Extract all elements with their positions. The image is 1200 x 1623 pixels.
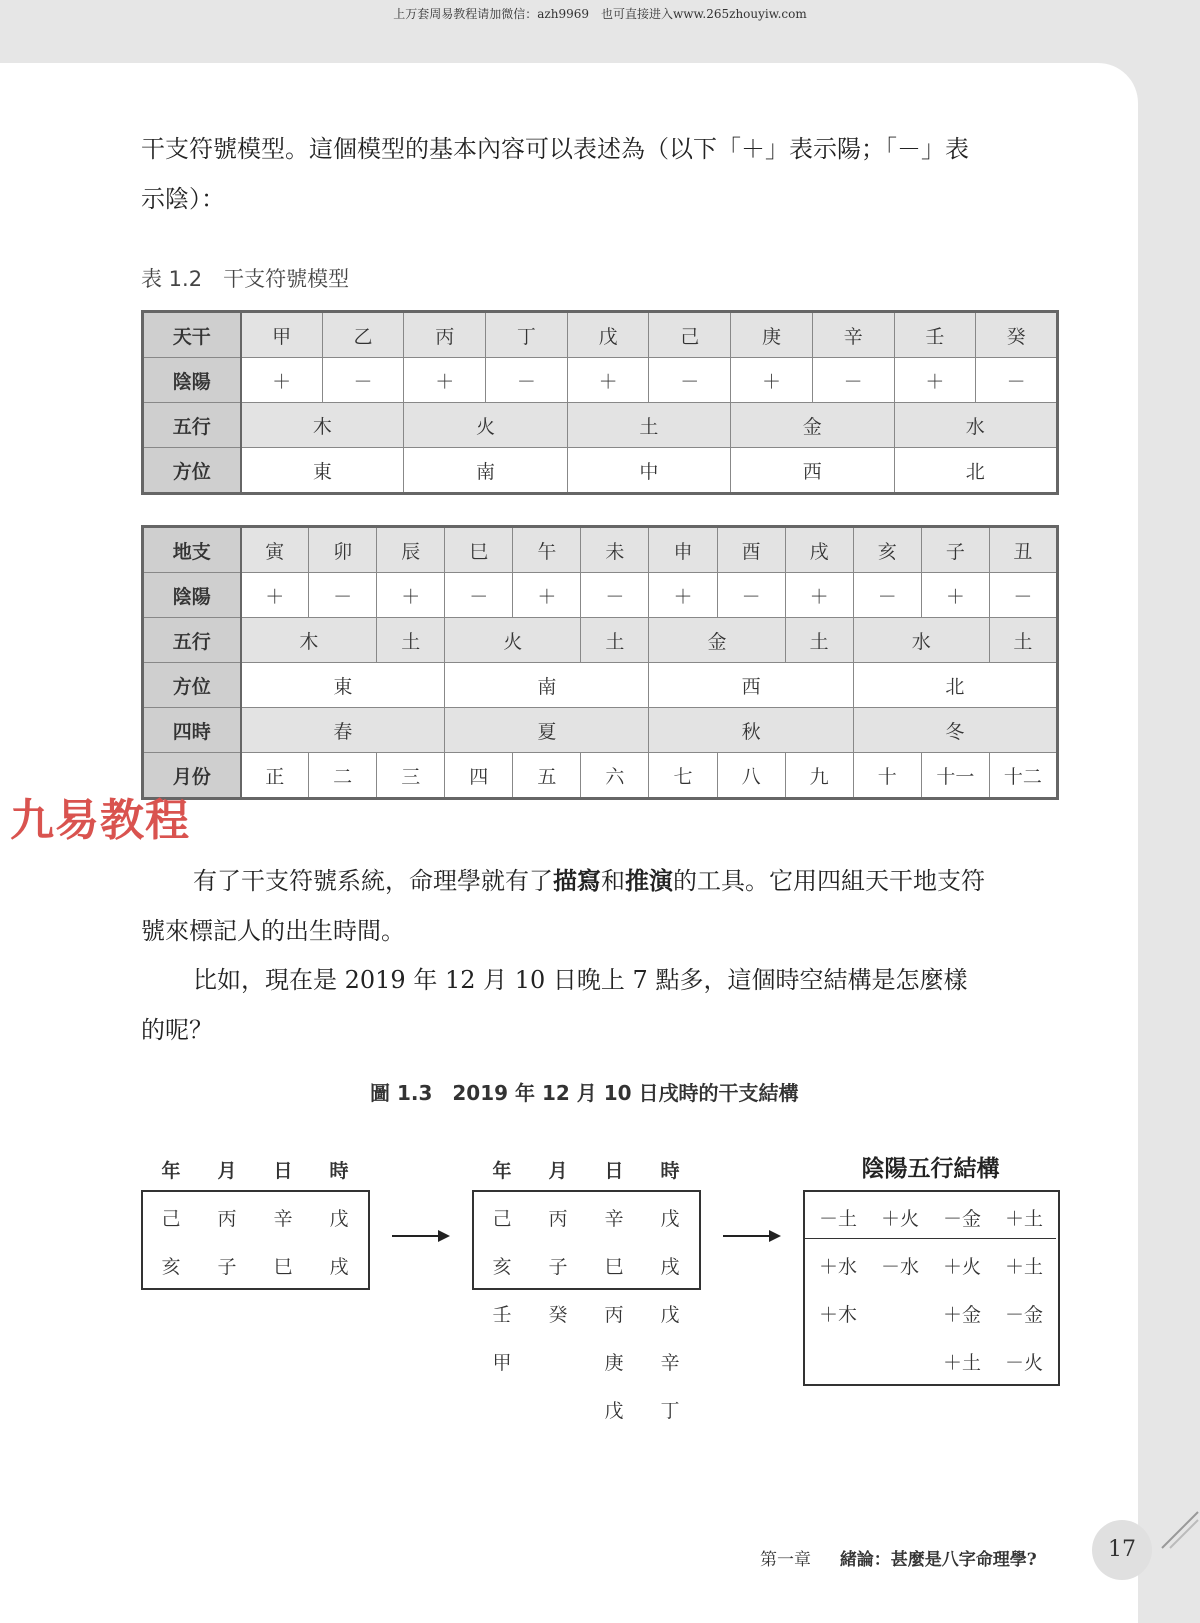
- stem-cell: 丙: [548, 1208, 568, 1230]
- month-cell: 七: [649, 753, 717, 799]
- fangwei-cell: 南: [445, 663, 649, 708]
- hidden-stem: 丙: [604, 1304, 624, 1326]
- stem-cell: 壬: [894, 312, 976, 358]
- stem-cell: 辛: [604, 1208, 624, 1230]
- yinyang-cell: ＋: [241, 573, 309, 618]
- stem-cell: 甲: [241, 312, 323, 358]
- branch-cell: 午: [513, 527, 581, 573]
- branch-cell: 戌: [660, 1256, 680, 1278]
- yinyang-cell: －: [976, 358, 1058, 403]
- fangwei-row: [143, 448, 1058, 494]
- branch-cell: 子: [217, 1256, 237, 1278]
- para2-line-1: [141, 856, 1059, 906]
- row-header: 陰陽: [143, 358, 241, 403]
- para3-line-2: 的呢？: [141, 1016, 213, 1044]
- branch-cell: 巳: [273, 1256, 293, 1278]
- month-cell: 十: [853, 753, 921, 799]
- structure-cell: ＋土: [1004, 1256, 1043, 1278]
- pillar-header: 日: [273, 1160, 293, 1182]
- branch-cell: 申: [649, 527, 717, 573]
- wuxing-cell: 木: [241, 618, 377, 663]
- wuxing-cell: 土: [567, 403, 730, 448]
- sishi-row: [143, 708, 1058, 753]
- fangwei-cell: 西: [731, 448, 894, 494]
- month-cell: 四: [445, 753, 513, 799]
- yinyang-cell: ＋: [921, 573, 989, 618]
- branch-cell: 子: [548, 1256, 568, 1278]
- tiangan-table: [141, 310, 1059, 495]
- yinyang-cell: －: [649, 358, 731, 403]
- stem-cell: 戊: [660, 1208, 680, 1230]
- corner-fold-icon: [1160, 1510, 1200, 1550]
- chapter-title: 緒論：甚麼是八字命理學?: [839, 1550, 1037, 1570]
- fangwei-cell: 西: [649, 663, 853, 708]
- page-number: 17: [1092, 1520, 1152, 1580]
- top-banner: 上万套周易教程请加微信：azh9969 也可直接进入www.265zhouyiw.com: [393, 7, 807, 21]
- yinyang-cell: －: [853, 573, 921, 618]
- yinyang-cell: ＋: [894, 358, 976, 403]
- yinyang-cell: ＋: [567, 358, 649, 403]
- wuxing-cell: 金: [731, 403, 894, 448]
- arrow-right-icon: [723, 1228, 783, 1244]
- pillar-header: 日: [604, 1160, 624, 1182]
- para2-bold-describe: 描寫: [553, 866, 601, 895]
- wuxing-cell: 土: [581, 618, 649, 663]
- hidden-stem: 甲: [492, 1352, 512, 1374]
- table-caption: 表 1.2 干支符號模型: [141, 267, 350, 291]
- wuxing-cell: 水: [894, 403, 1058, 448]
- yinyang-cell: ＋: [731, 358, 813, 403]
- yinyang-row: [143, 358, 1058, 403]
- branch-cell: 亥: [853, 527, 921, 573]
- month-cell: 六: [581, 753, 649, 799]
- wuxing-row: [143, 403, 1058, 448]
- stem-cell: 辛: [812, 312, 894, 358]
- stem-cell: 戊: [567, 312, 649, 358]
- hidden-stem: 庚: [604, 1352, 624, 1374]
- yinyang-cell: －: [322, 358, 404, 403]
- structure-cell: ＋金: [942, 1304, 981, 1326]
- wuxing-cell: 木: [241, 403, 404, 448]
- structure-cell: ＋土: [1004, 1208, 1043, 1230]
- structure-cell: －金: [942, 1208, 981, 1230]
- para2-bold-deduce: 推演: [625, 866, 673, 895]
- figure-caption: 圖 1.3 2019 年 12 月 10 日戌時的干支結構: [370, 1081, 799, 1105]
- pillar-header: 月: [548, 1160, 568, 1182]
- branch-cell: 亥: [161, 1256, 181, 1278]
- row-header: 陰陽: [143, 573, 241, 618]
- wuxing-cell: 土: [785, 618, 853, 663]
- month-cell: 二: [309, 753, 377, 799]
- row-header: 地支: [143, 527, 241, 573]
- month-cell: 九: [785, 753, 853, 799]
- branch-cell: 亥: [492, 1256, 512, 1278]
- branch-cell: 丑: [989, 527, 1057, 573]
- fangwei-cell: 南: [404, 448, 567, 494]
- fangwei-cell: 北: [853, 663, 1057, 708]
- wuxing-cell: 土: [989, 618, 1057, 663]
- chapter-label: 第一章: [760, 1550, 811, 1570]
- hidden-stem: 丁: [660, 1400, 680, 1422]
- structure-cell: ＋火: [942, 1256, 981, 1278]
- branch-cell: 寅: [241, 527, 309, 573]
- branch-cell: 巳: [445, 527, 513, 573]
- month-cell: 五: [513, 753, 581, 799]
- wuxing-cell: 火: [445, 618, 581, 663]
- yinyang-cell: －: [717, 573, 785, 618]
- structure-title: 陰陽五行結構: [861, 1155, 1000, 1182]
- dizhi-table: [141, 525, 1059, 800]
- yinyang-cell: ＋: [404, 358, 486, 403]
- row-header: 五行: [143, 403, 241, 448]
- fangwei-cell: 北: [894, 448, 1058, 494]
- structure-cell: －土: [818, 1208, 857, 1230]
- structure-divider: [805, 1238, 1056, 1239]
- yinyang-cell: ＋: [377, 573, 445, 618]
- stem-cell: 癸: [976, 312, 1058, 358]
- stem-cell: 庚: [731, 312, 813, 358]
- watermark-logo: 九易教程: [10, 795, 190, 846]
- stem-cell: 丙: [404, 312, 486, 358]
- yinyang-cell: －: [445, 573, 513, 618]
- hidden-stem: 辛: [660, 1352, 680, 1374]
- yinyang-row: [143, 573, 1058, 618]
- yinyang-cell: ＋: [785, 573, 853, 618]
- fangwei-cell: 東: [241, 663, 445, 708]
- stem-cell: 乙: [322, 312, 404, 358]
- hidden-stem: 戊: [660, 1304, 680, 1326]
- row-header: 方位: [143, 448, 241, 494]
- yinyang-cell: －: [309, 573, 377, 618]
- hidden-stem: 壬: [492, 1304, 512, 1326]
- wuxing-cell: 土: [377, 618, 445, 663]
- branch-cell: 戌: [785, 527, 853, 573]
- stem-cell: 己: [649, 312, 731, 358]
- yinyang-cell: －: [486, 358, 568, 403]
- structure-cell: ＋土: [942, 1352, 981, 1374]
- yinyang-cell: ＋: [241, 358, 323, 403]
- structure-cell: －金: [1004, 1304, 1043, 1326]
- season-cell: 秋: [649, 708, 853, 753]
- pillar-header: 年: [492, 1160, 512, 1182]
- paragraph-3: [141, 955, 1059, 1055]
- pillar-header: 時: [329, 1160, 349, 1182]
- structure-cell: －火: [1004, 1352, 1043, 1374]
- para3-text: 比如，現在是 2019 年 12 月 10 日晚上 7 點多，這個時空結構是怎麼樣: [193, 966, 968, 994]
- fangwei-cell: 中: [567, 448, 730, 494]
- yinyang-cell: －: [581, 573, 649, 618]
- month-cell: 正: [241, 753, 309, 799]
- dizhi-row: [143, 527, 1058, 573]
- pillar-header: 年: [161, 1160, 181, 1182]
- para2-pre: 有了干支符號系統，命理學就有了: [193, 867, 553, 895]
- structure-cell: －水: [880, 1256, 919, 1278]
- month-cell: 十二: [989, 753, 1057, 799]
- para2-post: 的工具。它用四組天干地支符: [673, 867, 985, 895]
- season-cell: 夏: [445, 708, 649, 753]
- season-cell: 春: [241, 708, 445, 753]
- month-cell: 三: [377, 753, 445, 799]
- row-header: 月份: [143, 753, 241, 799]
- hidden-stem: 戊: [604, 1400, 624, 1422]
- intro-line-2: 示陰）：: [141, 185, 225, 213]
- row-header: 天干: [143, 312, 241, 358]
- wuxing-cell: 水: [853, 618, 989, 663]
- para2-line-2: 號來標記人的出生時間。: [141, 917, 405, 945]
- month-cell: 八: [717, 753, 785, 799]
- wuxing-row: [143, 618, 1058, 663]
- arrow-right-icon: [392, 1228, 452, 1244]
- structure-cell: ＋木: [818, 1304, 857, 1326]
- intro-line-1: 干支符號模型。這個模型的基本內容可以表述為（以下「＋」表示陽；「－」表: [141, 135, 969, 163]
- yinyang-cell: －: [812, 358, 894, 403]
- tiangan-row: [143, 312, 1058, 358]
- branch-cell: 辰: [377, 527, 445, 573]
- yinyang-cell: －: [989, 573, 1057, 618]
- row-header: 四時: [143, 708, 241, 753]
- row-header: 五行: [143, 618, 241, 663]
- para2-mid: 和: [601, 867, 625, 895]
- paragraph-2: [141, 856, 1059, 956]
- structure-cell: ＋火: [880, 1208, 919, 1230]
- wuxing-cell: 金: [649, 618, 785, 663]
- intro-paragraph: [141, 124, 1059, 224]
- stem-cell: 戊: [329, 1208, 349, 1230]
- branch-cell: 卯: [309, 527, 377, 573]
- stem-cell: 己: [492, 1208, 512, 1230]
- stem-cell: 丙: [217, 1208, 237, 1230]
- pillar-header: 月: [217, 1160, 237, 1182]
- month-cell: 十一: [921, 753, 989, 799]
- wuxing-cell: 火: [404, 403, 567, 448]
- branch-cell: 未: [581, 527, 649, 573]
- yinyang-cell: ＋: [649, 573, 717, 618]
- page-footer: [760, 1545, 1037, 1570]
- pillar-header: 時: [660, 1160, 680, 1182]
- branch-cell: 巳: [604, 1256, 624, 1278]
- branch-cell: 戌: [329, 1256, 349, 1278]
- hidden-stem: 癸: [548, 1304, 568, 1326]
- para3-line-1: [141, 955, 1059, 1005]
- branch-cell: 酉: [717, 527, 785, 573]
- stem-cell: 己: [161, 1208, 181, 1230]
- fangwei-cell: 東: [241, 448, 404, 494]
- season-cell: 冬: [853, 708, 1057, 753]
- stem-cell: 丁: [486, 312, 568, 358]
- fangwei-row: [143, 663, 1058, 708]
- structure-cell: ＋水: [818, 1256, 857, 1278]
- yinyang-cell: ＋: [513, 573, 581, 618]
- row-header: 方位: [143, 663, 241, 708]
- month-row: [143, 753, 1058, 799]
- branch-cell: 子: [921, 527, 989, 573]
- stem-cell: 辛: [273, 1208, 293, 1230]
